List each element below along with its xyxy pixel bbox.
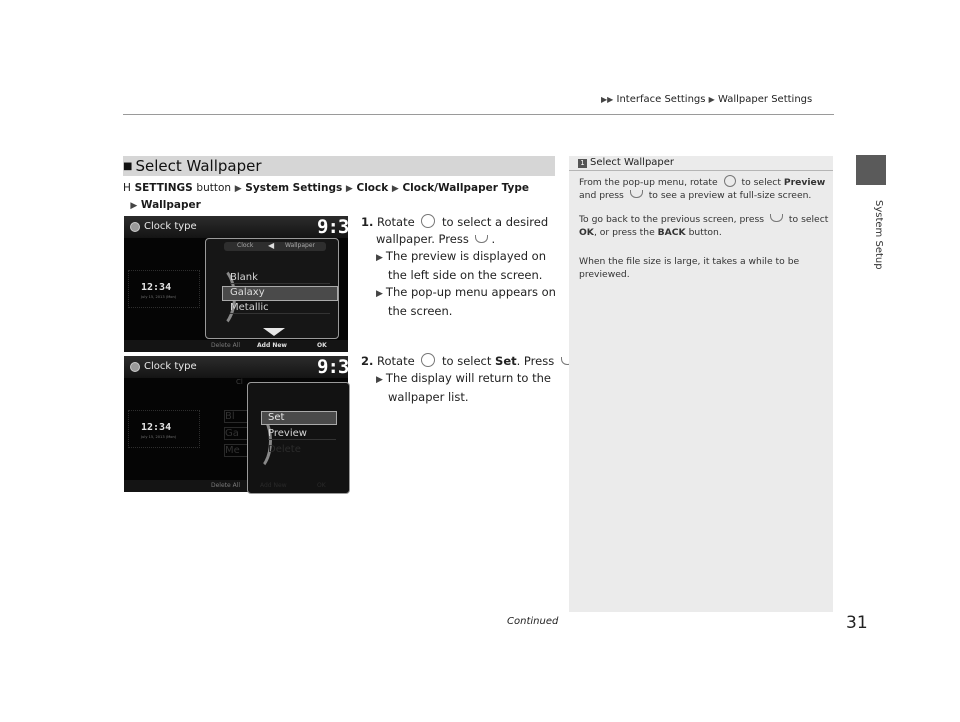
header-rule: [123, 114, 834, 115]
screenshot-wallpaper-list: [124, 216, 359, 352]
note-rule: [569, 170, 833, 171]
press-knob-icon: [770, 214, 783, 222]
ok-button[interactable]: OK: [317, 482, 326, 489]
note-text: From the pop-up menu, rotate: [579, 177, 718, 188]
step-text: Rotate: [377, 215, 415, 229]
note-text: button.: [688, 227, 722, 238]
press-knob-icon: [475, 235, 488, 243]
menu-item-set[interactable]: Set: [268, 412, 285, 423]
step-number: 1.: [361, 215, 374, 229]
step-text: Rotate: [377, 354, 415, 368]
dimmed-item: Me: [224, 444, 254, 457]
arrow-icon: ▶: [234, 184, 242, 194]
step-text: to select: [442, 354, 492, 368]
step-text: to select a desired: [442, 215, 549, 229]
step-number: 2.: [361, 354, 374, 368]
note-paragraph: [579, 175, 829, 202]
clock-preview-time: 12:34: [141, 422, 172, 433]
delete-all-button[interactable]: Delete All: [211, 482, 241, 489]
section-title: [123, 157, 262, 175]
note-keyword: BACK: [657, 227, 686, 238]
screen-title: Clock type: [144, 361, 197, 372]
rotate-knob-icon: [421, 214, 435, 228]
tab-clock[interactable]: Clock: [237, 242, 254, 249]
note-keyword: OK: [579, 227, 594, 238]
rotate-knob-icon: [421, 353, 435, 367]
tab-arrow-icon: ◀: [268, 241, 275, 250]
note-title: Select Wallpaper: [590, 157, 675, 168]
path-system-settings: System Settings: [245, 182, 343, 194]
dimmed-item: Ga: [224, 427, 254, 440]
dimmed-item: Bl: [224, 410, 254, 423]
screen-time: 9:30: [317, 356, 359, 378]
step-result: The display will return to the wallpaper list.: [385, 371, 551, 404]
rotate-knob-icon: [724, 175, 736, 187]
note-heading: [578, 157, 674, 168]
path-settings: SETTINGS: [134, 182, 193, 194]
path-clock: Clock: [356, 182, 389, 194]
arrow-icon: ▶: [391, 184, 399, 194]
list-item-metallic[interactable]: Metallic: [230, 302, 330, 314]
screen-time: 9:30: [317, 216, 359, 238]
menu-dot-icon: [130, 362, 140, 372]
step-result: The pop-up menu appears on the screen.: [385, 285, 556, 318]
page-number: 31: [846, 613, 868, 633]
note-paragraph: When the file size is large, it takes a while to be previewed.: [579, 256, 800, 280]
dimmed-tab: Cl: [236, 378, 243, 386]
add-new-button[interactable]: Add New: [260, 482, 287, 489]
menu-item-preview[interactable]: Preview: [268, 428, 336, 440]
note-badge: 1: [578, 159, 587, 168]
path-button-word: button: [196, 182, 232, 194]
screen-title: Clock type: [144, 221, 197, 232]
clock-preview-date: July 15, 2013 (Mon): [141, 435, 177, 439]
result-arrow-icon: ▶: [376, 375, 383, 385]
step-result: The preview is displayed on the left side on the screen.: [385, 249, 546, 282]
note-text: and press: [579, 190, 624, 201]
scroll-down-icon[interactable]: [263, 328, 285, 336]
breadcrumb-item[interactable]: Wallpaper Settings: [718, 94, 813, 105]
note-text: , or press the: [593, 227, 655, 238]
press-knob-icon: [630, 190, 643, 198]
continued-label: Continued: [507, 616, 559, 627]
breadcrumb-item[interactable]: Interface Settings: [616, 94, 706, 105]
arrow-icon: ▶: [708, 95, 715, 104]
menu-dot-icon: [130, 222, 140, 232]
breadcrumb: [601, 94, 812, 105]
list-item-galaxy[interactable]: Galaxy: [230, 287, 265, 298]
step-text: .: [491, 232, 496, 246]
note-text: To go back to the previous screen, press: [579, 214, 765, 225]
menu-path: [123, 180, 553, 214]
step-keyword: Set: [495, 354, 517, 368]
step-text: . Press: [516, 354, 555, 368]
list-item-blank[interactable]: Blank: [230, 272, 330, 284]
path-clock-wallpaper-type: Clock/Wallpaper Type: [402, 182, 529, 194]
clock-preview-date: July 15, 2013 (Mon): [141, 295, 177, 299]
step-2: [361, 353, 559, 406]
menu-item-delete[interactable]: Delete: [268, 444, 301, 455]
note-text: to select: [788, 214, 829, 225]
screenshot-popup-menu: [124, 356, 359, 492]
delete-all-button[interactable]: Delete All: [211, 342, 241, 349]
double-arrow-icon: ▶▶: [601, 95, 614, 104]
note-keyword: Preview: [783, 177, 826, 188]
clock-preview-time: 12:34: [141, 282, 172, 293]
step-1: [361, 214, 559, 320]
result-arrow-icon: ▶: [376, 289, 383, 299]
tab-wallpaper[interactable]: Wallpaper: [285, 242, 316, 249]
note-text: to select: [741, 177, 781, 188]
result-arrow-icon: ▶: [376, 253, 383, 263]
note-text: to see a preview at full-size screen.: [648, 190, 812, 201]
ok-button[interactable]: OK: [317, 342, 327, 349]
add-new-button[interactable]: Add New: [257, 342, 287, 349]
square-icon: ■: [123, 161, 133, 172]
chapter-tab: [856, 155, 886, 185]
chapter-label: System Setup: [873, 200, 884, 270]
step-text: wallpaper. Press: [376, 232, 469, 246]
home-icon: H: [123, 182, 131, 194]
path-wallpaper: Wallpaper: [140, 199, 201, 211]
arrow-icon: ▶: [130, 201, 138, 211]
note-paragraph: [579, 213, 829, 239]
section-title-text: Select Wallpaper: [135, 157, 262, 175]
arrow-icon: ▶: [345, 184, 353, 194]
